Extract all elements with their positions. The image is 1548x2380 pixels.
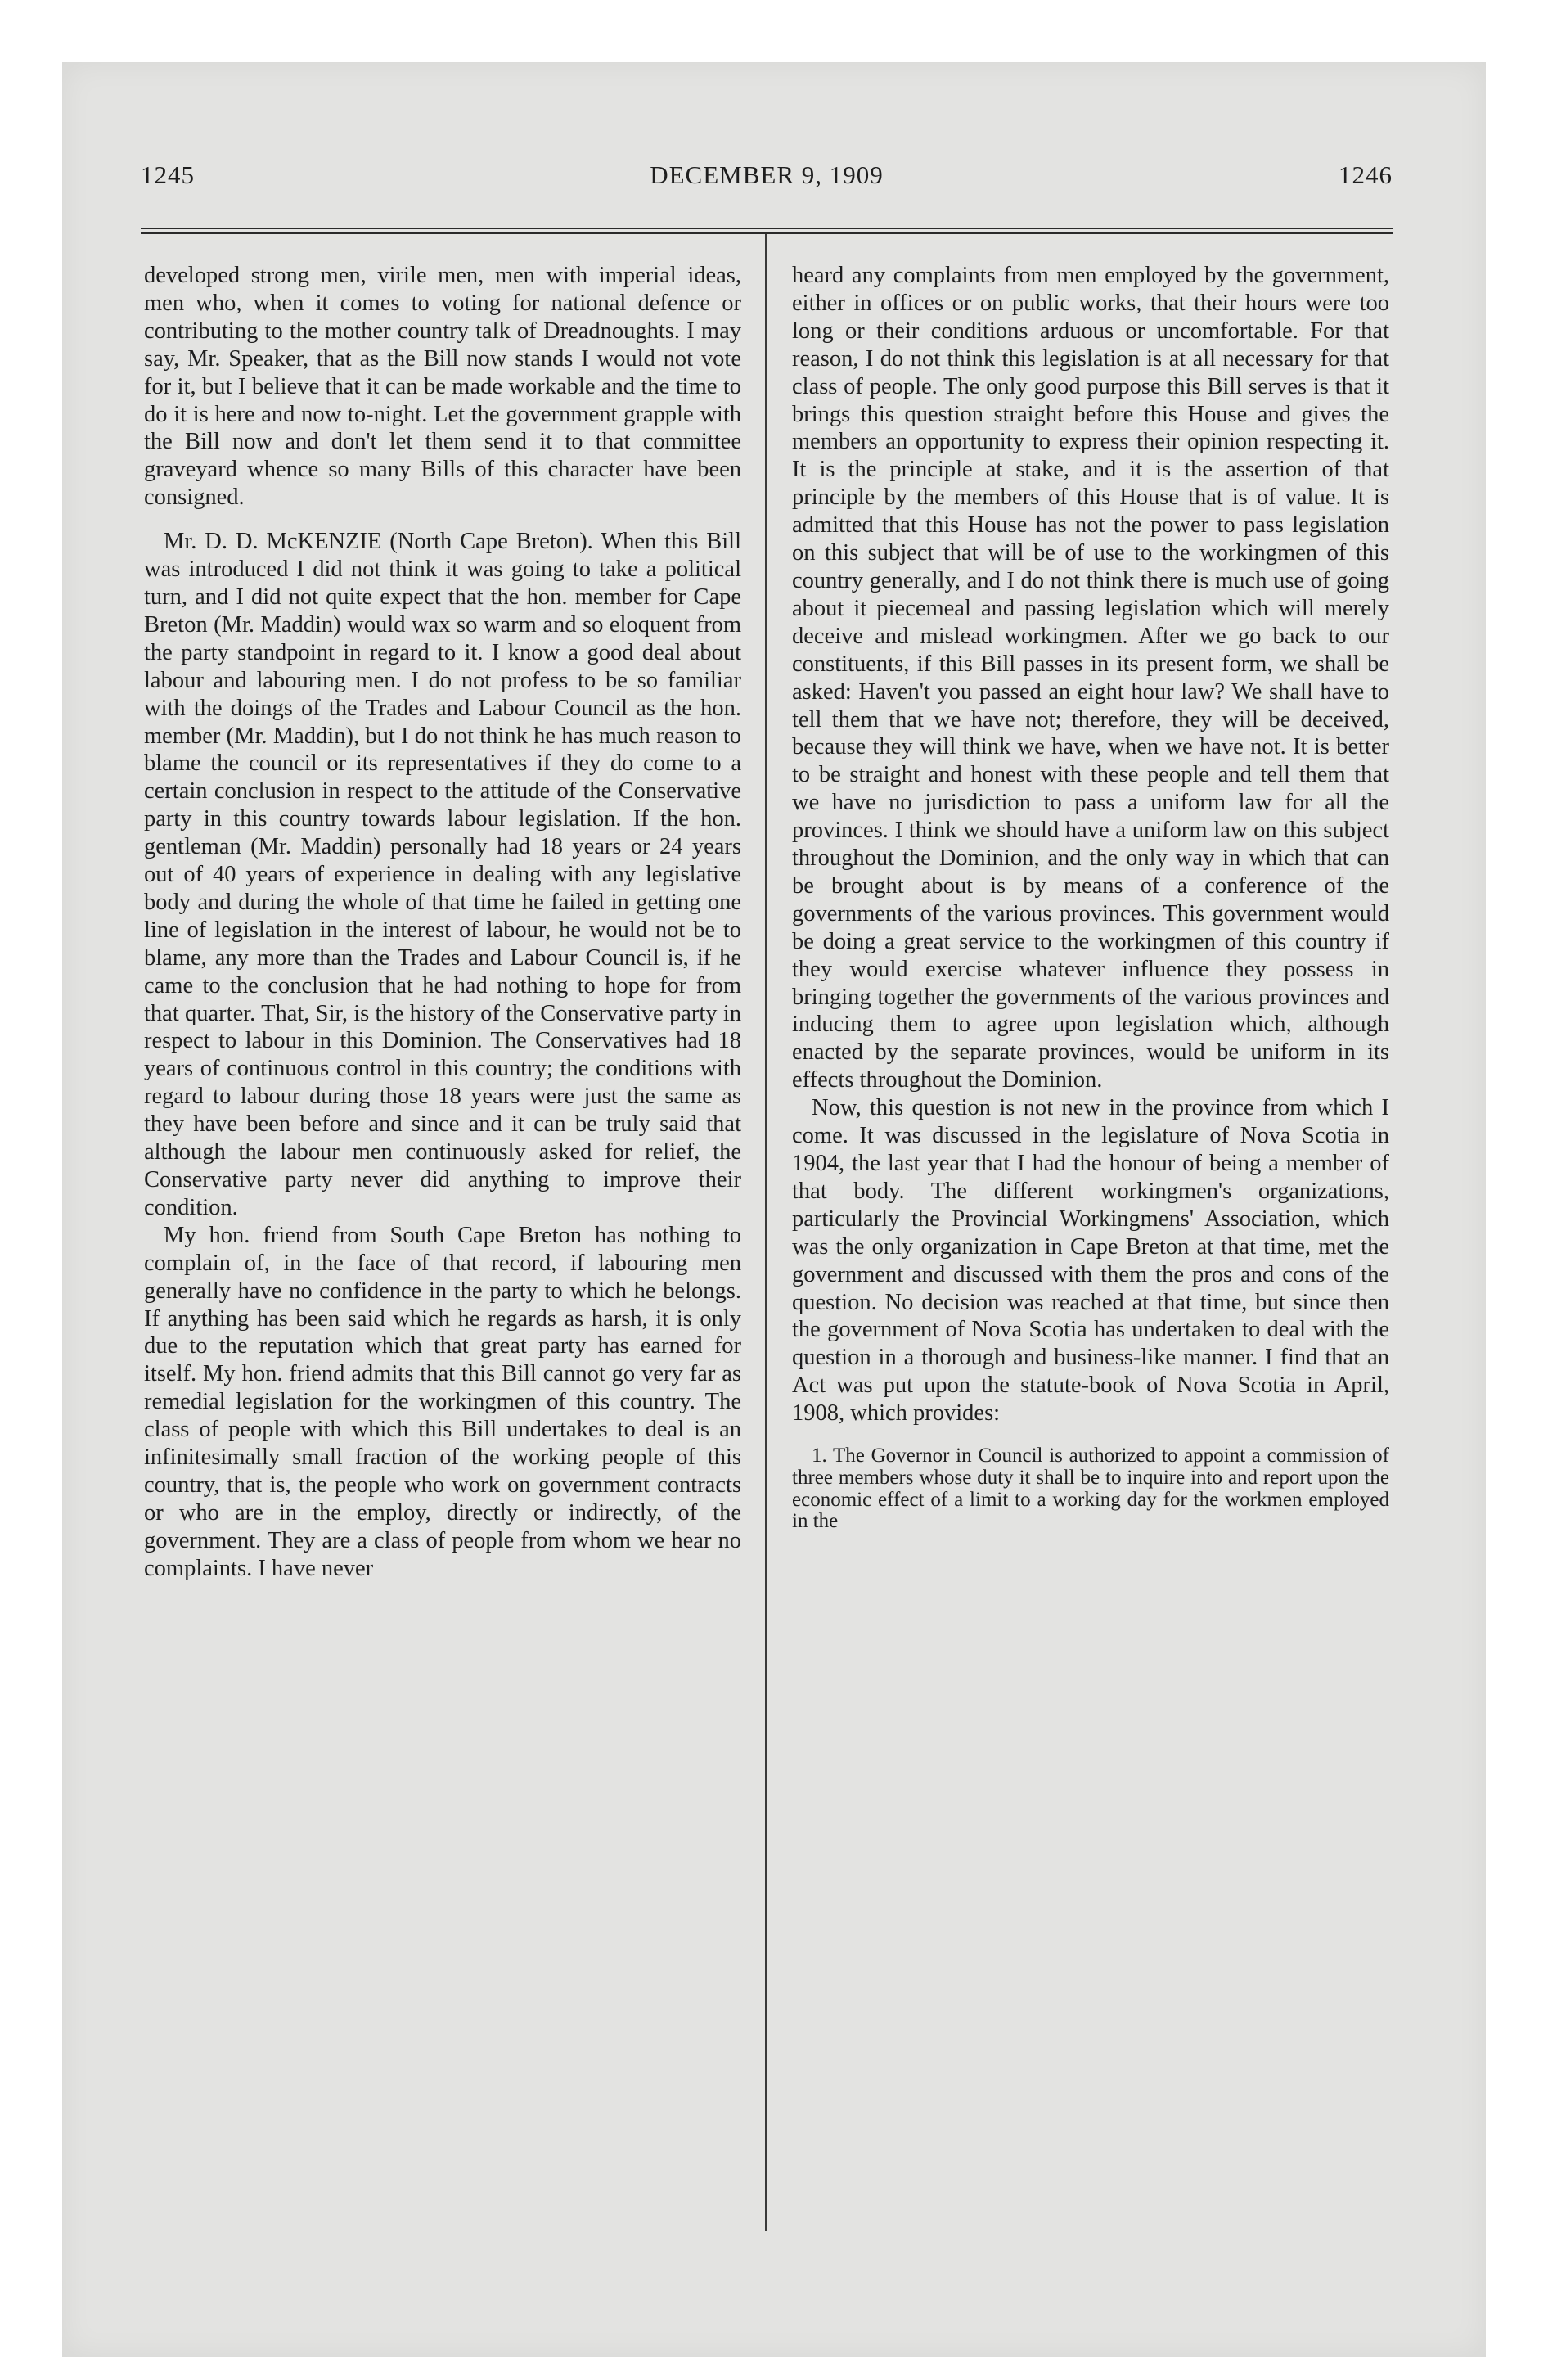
page-header — [141, 160, 1393, 200]
paragraph: My hon. friend from South Cape Breton has nothing to complain of, in the face of that record, if labouring men generally have no confidence in the party to which he belongs. If anything has been said which he regards as harsh, it is only due to the reputation which that great party has earned for itself. My hon. friend admits that this Bill cannot go very far as remedial legislation for the workingmen of this country. The class of people with which this Bill undertakes to deal is an infinitesimally small fraction of the working people of this country, that is, the people who work on government contracts or who are in the employ, directly or indirectly, of the government. They are a class of people from whom we hear no complaints. I have never — [144, 1222, 741, 1581]
header-rule-bottom — [141, 232, 1393, 234]
paragraph: developed strong men, virile men, men with imperial ideas, men who, when it comes to voting for national defence or contributing to the mother country talk of Dreadnoughts. I may say, Mr. Speaker, that as the Bill now stands I would not vote for it, but I believe that it can be made workable and the time to do it is here and now to-night. Let the government grapple with the Bill now and don't let them send it to that committee graveyard whence so many Bills of this character have been consigned. — [144, 263, 741, 511]
paragraph: heard any complaints from men employed by the government, either in offices or on public works, that their hours were too long or their conditions arduous or uncomfortable. For that reason, I do not think this legislation is at all necessary for that class of people. The only good purpose this Bill serves is that it brings this question straight before this House and gives the members an opportunity to express their opinion respecting it. It is the principle at stake, and it is the assertion of that principle by the members of this House that is of value. It is admitted that this House has not the power to pass legislation on this subject that will be of use to the workingmen of this country generally, and I do not think there is much use of going about it piecemeal and passing legislation which will merely deceive and mislead workingmen. After we go back to our constituents, if this Bill passes in its present form, we shall be asked: Haven't you passed an eight hour law? We shall have to tell them that we have not; therefore, they will be deceived, because they will think we have, when we have not. It is better to be straight and honest with these people and tell them that we have no jurisdiction to pass a uniform law for all the provinces. I think we should have a uniform law on this subject throughout the Dominion, and the only way in which that can be brought about is by means of a conference of the governments of the various provinces. This government would be doing a great service to the workingmen of this country if they would exercise whatever influence they possess in bringing together the governments of the various provinces and inducing them to agree upon legislation which, although enacted by the separate provinces, would be uniform in its effects throughout the Dominion. — [792, 263, 1389, 1093]
paragraph: Now, this question is not new in the province from which I come. It was discussed in the legislature of Nova Scotia in 1904, the last year that I had the honour of being a member of that body. The different workingmen's organizations, particularly the Provincial Workingmens' Association, which was the only organization in Cape Breton at that time, met the government and discussed with them the pros and cons of the question. No decision was reached at that time, but since then the government of Nova Scotia has undertaken to deal with the question in a thorough and business-like manner. I find that an Act was put upon the statute-book of Nova Scotia in April, 1908, which provides: — [792, 1095, 1389, 1427]
header-date: DECEMBER 9, 1909 — [650, 160, 884, 189]
speech-mckenzie: Mr. D. D. McKENZIE (North Cape Breton). When this Bill was introduced I did not think it was going to take a political turn, and I did not quite expect that the hon. member for Cape Breton (Mr. Maddin) would wax so warm and so eloquent from the party standpoint in regard to it. I know a good deal about labour and labouring men. I do not profess to be so familiar with the doings of the Trades and Labour Council as the hon. member (Mr. Maddin), but I do not think he has much reason to blame the council or its representatives if they do come to a certain conclusion in respect to the attitude of the Conservative party in this country towards labour legislation. If the hon. gentleman (Mr. Maddin) personally had 18 years or 24 years out of 40 years of experience in dealing with any legislative body and during the whole of that time he failed in getting one line of legislation in the interest of labour, he would not be to blame, any more than the Trades and Labour Council is, if he came to the conclusion that he had nothing to hope for from that quarter. That, Sir, is the history of the Conservative party in respect to labour in this Dominion. The Conservatives had 18 years of continuous control in this country; the conditions with regard to labour during those 18 years were just the same as they have been before and since and it can be truly said that although the labour men continuously asked for relief, the Conservative party never did anything to improve their condition. — [144, 529, 741, 1220]
statute-quotation: 1. The Governor in Council is authorized to appoint a commission of three members whose duty it shall be to inquire into and report upon the economic effect of a limit to a working day for the workmen employed in the — [792, 1445, 1389, 1533]
hansard-page — [141, 160, 1393, 2256]
left-column — [144, 262, 741, 1583]
right-column — [792, 262, 1389, 1533]
right-page-number: 1246 — [1339, 160, 1393, 189]
left-page-number: 1245 — [141, 160, 195, 189]
column-divider — [765, 234, 767, 2231]
header-rule-top — [141, 228, 1393, 229]
